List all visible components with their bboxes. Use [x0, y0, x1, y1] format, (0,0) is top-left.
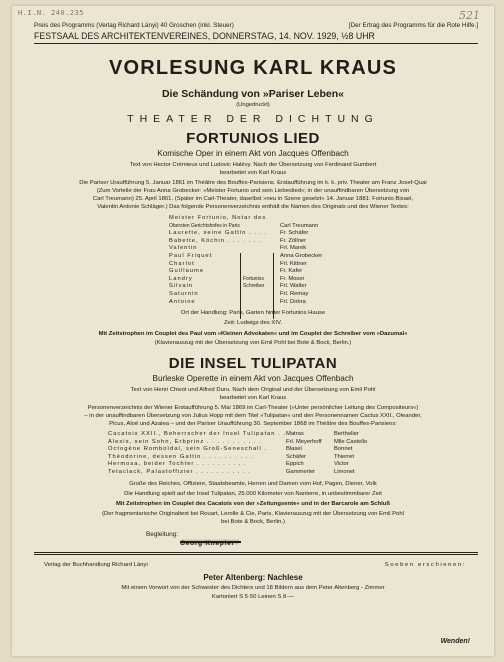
piece2-place: Die Handlung spielt auf der Insel Tulipatan, 25.000 Kilometer von Nanterre, in unbestimmbarer Zeit [124, 491, 382, 497]
header-rule [34, 43, 478, 44]
book-prices: Kartoniert S 5·50 Leinen S 8·— [211, 594, 295, 600]
cast-role: Obersten Gerichtshofes in Paris [169, 222, 240, 229]
cast-role: Silvain [169, 283, 194, 290]
piece1-score: (Klavierauszug mit der Übersetzung von Emil Pohl bei Bote & Bock, Berlin.) [154, 340, 352, 346]
piece2-credits-2: bearbeitet von Karl Kraus [219, 395, 287, 401]
cast-actor: Frl. Remay [280, 290, 309, 297]
cast-role: Landry [169, 275, 193, 282]
piece1-history-4: Valentin Antonie Schläger.) Das folgende Personenverzeichnis enthält die Namen des Originals und des Wiener Textes: [97, 204, 409, 210]
piece1-couplets: Mit Zeitstrophen im Couplet des Paul vom »Kleinen Advokaten« und im Couplet der Schreiber vom »Dazumal« [98, 331, 408, 337]
piece2-cast-roles [108, 431, 286, 477]
book-title: Peter Altenberg: Nachlese [203, 573, 303, 582]
piece2-title: DIE INSEL TULIPATAN [168, 355, 338, 372]
cast-role: Tetaclack, Palastoffizier . . . . . . . . . . . [108, 468, 251, 475]
piece1-credits-2: bearbeitet von Karl Kraus [219, 170, 287, 176]
struck-name [180, 532, 242, 538]
cast-role: Alexis, sein Sohn, Erbprinz . . . . . . . . . . . [108, 438, 262, 445]
cast-role: Valentin [169, 245, 198, 252]
cast-actor: Eppich [286, 461, 304, 468]
cast-actor: Fr. Zöllner [280, 237, 307, 244]
cast-actor: Fr. Kafer [280, 268, 303, 275]
footer-rule [34, 552, 478, 553]
brace-label: Schreiber [243, 283, 265, 289]
brace-label: Fortunios [243, 276, 264, 282]
cast-actor: Victor [334, 461, 349, 468]
price-note: Preis des Programms (Verlag Richard Lányi) 40 Groschen (inkl. Steuer) [34, 22, 234, 29]
subtitle: Die Schändung von »Pariser Leben« [161, 88, 345, 100]
cast-role: Meister Fortunio, Notar des [169, 215, 267, 221]
cast-role: Théodorine, dessen Gattin . . . . . . . . . . [108, 453, 254, 460]
cast-actor: Gammerler [286, 468, 315, 475]
accompanist-name: Georg Knepler [180, 540, 235, 547]
piece2-genre: Burleske Operette in einem Akt von Jacques Offenbach [152, 374, 354, 383]
just-published: Soeben erschienen: [384, 562, 466, 568]
piece1-credits: Text von Hector Crémieux und Ludovic Halévy. Nach der Übersetzung von Ferdinand Gumbert [129, 162, 377, 168]
program-sheet [12, 6, 494, 656]
piece2-couplets: Mit Zeitstrophen im Couplet des Cacatois von der »Zeitungsente« und in der Barcarole am Schluß [116, 501, 390, 507]
cast-role: Saturnin [169, 290, 199, 297]
cast-role: Paul Friquet [169, 252, 213, 259]
piece2-cast-vienna [286, 431, 322, 477]
piece2-history-1: Personenverzeichnis der Wiener Erstaufführung 5. Mai 1869 im Carl-Theater (»Unter persönlicher Leitung des Compositeurs«) [87, 405, 419, 411]
cast-actor: Frl. Kittner [280, 260, 307, 267]
cast-role: Hermosa, beider Tochter . . . . . . . . . . [108, 461, 247, 468]
cast-actor: Limonet [334, 468, 355, 475]
cast-actor [280, 215, 322, 223]
page-title: VORLESUNG KARL KRAUS [108, 57, 398, 79]
cast-role: Babette, Köchin . . . . . . . [169, 237, 262, 244]
subtitle-note: (Ungedruckt) [236, 102, 270, 108]
publisher: Verlag der Buchhandlung Richard Lányi [44, 562, 148, 568]
cast-actor: Frl. Walter [280, 283, 307, 290]
cast-role: Antoine [169, 298, 196, 305]
piece2-history-2: – in der unauffindbaren Übersetzung von Julius Hopp mit dem Titel »Tulipatan« und den Personennamen Cactus XXII., Oleander, [84, 413, 422, 419]
piece2-credits: Text von Henri Chivot und Alfred Duru. Nach dem Original und der Übersetzung von Emil Pohl [130, 387, 376, 393]
cast-role: Octogène Romboïdal, sein Groß-Seneschall . [108, 446, 267, 453]
piece2-score-2: bei Bote & Bock, Berlin.) [221, 519, 285, 525]
cast-actor: Berthelier [334, 431, 359, 437]
archive-stamp: H.I.N. 240.235 [18, 9, 85, 17]
turn-over-note: Wenden! [440, 638, 470, 645]
piece1-history-2: (Zum Vorteile der Frau Anna Grobecker: »Meister Fortunio und sein Liebeslied«; in der unauffindbaren Übersetzung von [96, 188, 410, 194]
proceeds-note: [Der Ertrag des Programms für die Rote Hilfe.] [348, 22, 478, 29]
cast-role: Guillaume [169, 268, 205, 275]
cast-actor: Frl. Dobra [280, 298, 306, 305]
cast-actor: Carl Treumann [280, 222, 319, 229]
cast-actor: Frl. Marek [280, 245, 307, 252]
theater-heading: THEATER DER DICHTUNG [127, 113, 379, 125]
footer-rule-2 [34, 554, 478, 555]
cast-role: Charlot [169, 260, 195, 267]
cast-role: Laurette, seine Gattin . . . . [169, 230, 268, 237]
piece2-history-3: Picus, Aloë und Azalea – und der Pariser Uraufführung 30. September 1868 im Théâtre des Bouffes-Parisiens: [109, 421, 397, 427]
accompaniment-label: Begleitung: [146, 531, 178, 538]
piece1-place: Ort der Handlung: Paris, Garten hinter Fortunios Hause [180, 310, 326, 316]
piece1-history-1: Die Pariser Uraufführung 5. Januar 1861 im Théâtre des Bouffes-Parisiens. Erstaufführung im k. k. priv. Theater am Franz Josef-Quai [79, 180, 427, 186]
piece1-time: Zeit: Ludwigs des XIV. [223, 320, 283, 326]
venue-date-line: FESTSAAL DES ARCHITEKTENVEREINES, DONNERSTAG, 14. NOV. 1929, ½8 UHR [34, 31, 375, 41]
piece1-title: FORTUNIOS LIED [186, 130, 320, 147]
cast-actor: Thierret [334, 453, 354, 460]
piece1-cast-actors [280, 215, 322, 306]
piece2-ensemble: Große des Reiches, Offiziere, Staatsbeamte, Herren und Damen vom Hof, Pagen, Diener, Volk [129, 481, 377, 487]
book-description: Mit einem Vorwort von der Schwester des Dichters und 18 Bildern aus dem Peter Altenberg - Zimmer [121, 585, 385, 591]
cast-actor: Matras [286, 431, 304, 437]
cast-actor: Anna Grobecker [280, 252, 323, 259]
cast-actor: Bonnet [334, 446, 353, 453]
cast-role: Cacatois XXII., Beherrscher der Insel Tulipatan . . [108, 431, 286, 437]
cast-actor: Schäfer [286, 453, 306, 460]
cast-actor: Fr. Schäfer [280, 230, 309, 237]
cast-actor: Frl. Meyerhoff [286, 438, 322, 445]
piece2-cast-paris [334, 431, 367, 477]
cast-actor: Blasel [286, 446, 302, 453]
piece2-score: (Der fragmentarische Originaltext bei Rouart, Lerolle & Cie, Paris, Klavierauszug mit der Übersetzung von Emil Pohl [102, 511, 404, 517]
piece1-history-3: Carl Treumann) 25. April 1861. (Später im Carl-Theater, daselbst »neu in Szene gesetzt« 14. Januar 1881: Fortunio Bisael, [92, 196, 414, 202]
cast-actor: Fr. Moser [280, 275, 305, 282]
cast-actor: Mlle Castello [334, 438, 368, 445]
page-number: 521 [459, 9, 480, 22]
piece1-genre: Komische Oper in einem Akt von Jacques Offenbach [157, 149, 349, 158]
